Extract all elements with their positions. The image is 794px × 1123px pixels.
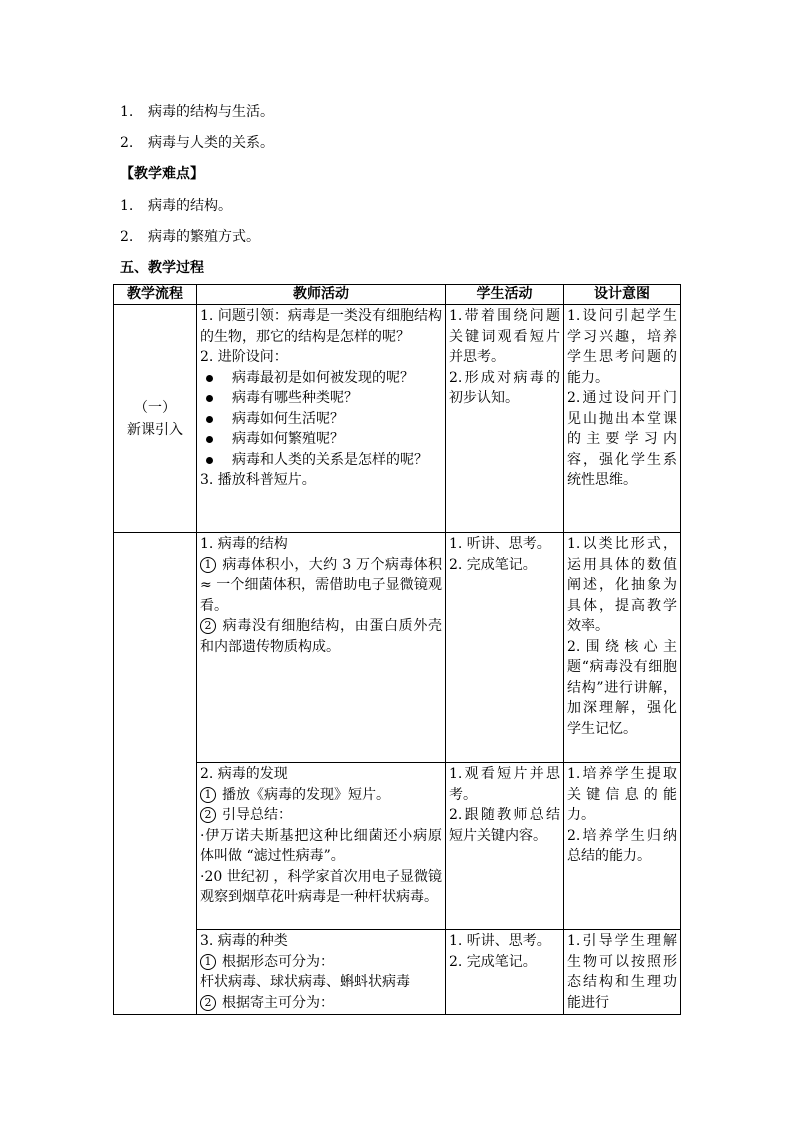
intent-text: 2.通过设问开门见山抛出本堂课的主要学习内容，强化学生系统性思维。 — [567, 390, 677, 488]
flow-index: （一） — [134, 399, 176, 416]
teacher-text: ·伊万诺夫斯基把这种比细菌还小病原体叫做 “滤过性病毒”。 — [200, 827, 442, 864]
list-number: 2. — [120, 229, 134, 245]
teacher-text-body: 病毒体积小，大约 3 万个病毒体积 ≈ 一个细菌体积，需借助电子显微镜观看。 — [200, 556, 442, 614]
list-number: 1. — [120, 198, 134, 214]
list-number: 1. — [120, 104, 134, 120]
design-intent-cell — [564, 930, 681, 1015]
student-text: 2.形成对病毒的初步认知。 — [449, 369, 560, 406]
bullet-item: 病毒最初是如何被发现的呢？ — [200, 368, 442, 389]
header-flow: 教学流程 — [114, 285, 197, 305]
intent-text: 2.围绕核心主题“病毒没有细胞结构”进行讲解，加深理解，强化学生记忆。 — [567, 638, 677, 737]
difficulty-item-1 — [120, 196, 232, 216]
intent-text: 2.培养学生归纳总结的能力。 — [567, 827, 677, 864]
header-teacher: 教师活动 — [197, 285, 446, 305]
student-text: 1. 听讲、思考。 — [449, 933, 551, 949]
teaching-process-table — [113, 284, 681, 1015]
student-activity-cell — [446, 763, 564, 930]
teacher-text: ·20 世纪初 ，科学家首次用电子显微镜观察到烟草花叶病毒是一种杆状病毒。 — [200, 868, 442, 905]
teacher-text: 1. 问题引领：病毒是一类没有细胞结构的生物，那它的结构是怎样的呢？ — [200, 308, 442, 345]
student-text: 2.跟随教师总结短片关键内容。 — [449, 807, 560, 844]
teacher-text: 3. 播放科普短片。 — [200, 472, 316, 488]
difficulty-item-2 — [120, 227, 260, 247]
teacher-text: 1. 病毒的结构 — [200, 536, 288, 552]
table-row — [114, 305, 681, 533]
teacher-activity-cell — [197, 533, 446, 763]
list-text: 病毒与人类的关系。 — [148, 135, 274, 151]
bullet-item: 病毒如何繁殖呢？ — [200, 429, 442, 450]
teacher-text: 2. 进阶设问： — [200, 349, 288, 365]
teacher-activity-cell — [197, 305, 446, 533]
student-activity-cell — [446, 930, 564, 1015]
key-point-item-1 — [120, 102, 274, 122]
flow-cell — [114, 533, 197, 1015]
teacher-text: 杆状病毒、球状病毒、蝌蚪状病毒 — [200, 974, 410, 990]
teacher-text — [200, 952, 442, 973]
student-text: 2. 完成笔记。 — [449, 556, 537, 573]
student-text: 2. 完成笔记。 — [449, 953, 537, 970]
circled-number: 2 — [200, 995, 216, 1011]
teacher-text — [200, 555, 442, 617]
design-intent-cell — [564, 763, 681, 930]
list-text: 病毒的繁殖方式。 — [148, 229, 260, 245]
circled-number: 2 — [200, 618, 216, 634]
student-activity-cell — [446, 305, 564, 533]
bullet-item: 病毒和人类的关系是怎样的呢？ — [200, 450, 442, 471]
process-heading: 五、教学过程 — [120, 260, 204, 276]
circled-number: 1 — [200, 557, 216, 573]
intent-text: 1.以类比形式，运用具体的数值阐述，化抽象为具体，提高教学效率。 — [567, 536, 677, 634]
circled-number: 1 — [200, 787, 216, 803]
teacher-text — [200, 616, 442, 657]
teacher-activity-cell — [197, 930, 446, 1015]
header-intent: 设计意图 — [564, 285, 681, 305]
teacher-text: 3. 病毒的种类 — [200, 933, 288, 949]
teacher-text-body: 播放《病毒的发现》短片。 — [222, 786, 390, 803]
list-text: 病毒的结构。 — [148, 198, 232, 214]
student-text: 1.带着围绕问题关键词观看短片并思考。 — [449, 308, 560, 365]
design-intent-cell — [564, 533, 681, 763]
design-intent-cell — [564, 305, 681, 533]
teacher-text: 2. 病毒的发现 — [200, 766, 288, 782]
teacher-text-body: 根据形态可分为： — [222, 953, 334, 970]
intent-text: 1.培养学生提取关键信息的能力。 — [567, 766, 677, 823]
bullet-item: 病毒有哪些种类呢？ — [200, 388, 442, 409]
list-number: 2. — [120, 135, 134, 151]
teacher-activity-cell — [197, 763, 446, 930]
difficulty-heading: 【教学难点】 — [120, 166, 204, 182]
student-activity-cell — [446, 533, 564, 763]
key-point-item-2 — [120, 133, 274, 153]
teacher-text-body: 病毒没有细胞结构，由蛋白质外壳和内部遗传物质构成。 — [200, 618, 442, 655]
intent-text: 1.引导学生理解生物可以按照形态结构和生理功能进行 — [567, 933, 677, 1011]
bullet-item: 病毒如何生活呢？ — [200, 409, 442, 430]
flow-title: 新课引入 — [127, 421, 183, 438]
table-row — [114, 763, 681, 930]
table-row — [114, 533, 681, 763]
intent-text: 1.设问引起学生学习兴趣，培养学生思考问题的能力。 — [567, 308, 677, 386]
teacher-text — [200, 785, 442, 806]
student-text: 1. 听讲、思考。 — [449, 536, 551, 552]
teacher-text-body: 引导总结： — [222, 807, 292, 823]
circled-number: 2 — [200, 807, 216, 823]
list-text: 病毒的结构与生活。 — [148, 104, 274, 120]
flow-cell — [114, 305, 197, 533]
teacher-text — [200, 805, 442, 826]
teacher-text — [200, 993, 442, 1014]
student-text: 1.观看短片并思考。 — [449, 766, 560, 803]
table-row — [114, 930, 681, 1015]
table-header-row — [114, 285, 681, 305]
circled-number: 1 — [200, 954, 216, 970]
header-student: 学生活动 — [446, 285, 564, 305]
teacher-text-body: 根据寄主可分为： — [222, 994, 334, 1011]
